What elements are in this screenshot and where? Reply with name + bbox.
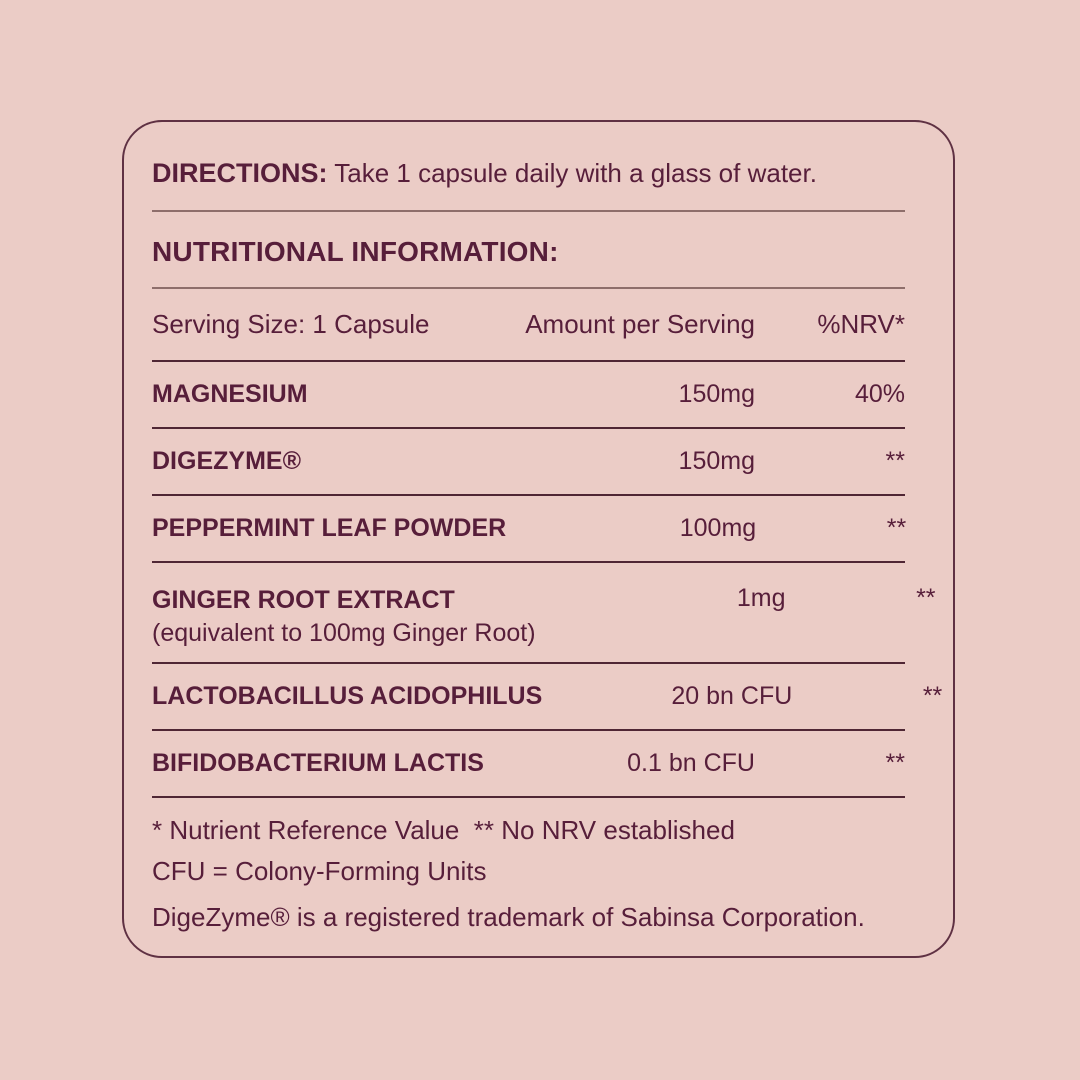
ingredient-equivalence-note: (equivalent to 100mg Ginger Root): [152, 619, 536, 647]
table-row-magnesium: [152, 362, 905, 429]
table-header-row: [152, 289, 905, 362]
ingredient-name: MAGNESIUM: [152, 380, 308, 408]
ingredient-name: GINGER ROOT EXTRACT: [152, 586, 455, 614]
ingredient-name: BIFIDOBACTERIUM LACTIS: [152, 749, 484, 777]
amount-per-serving-header: Amount per Serving: [525, 309, 755, 339]
ingredient-nrv: **: [885, 447, 905, 475]
ingredient-amount: 20 bn CFU: [671, 682, 793, 710]
footnote-trademark: DigeZyme® is a registered trademark of Sabinsa Corporation.: [152, 902, 865, 932]
ingredient-name: DIGEZYME®: [152, 447, 301, 475]
directions-line: [152, 156, 905, 190]
table-row-peppermint: [152, 496, 905, 563]
ingredient-nrv: **: [886, 514, 907, 542]
ingredient-amount: 150mg: [678, 380, 755, 408]
footnote-nrv: * Nutrient Reference Value ** No NRV established: [152, 815, 735, 845]
section-title: NUTRITIONAL INFORMATION:: [152, 236, 559, 267]
ingredient-name: PEPPERMINT LEAF POWDER: [152, 514, 507, 542]
table-row-bifidobacterium: [152, 731, 905, 798]
table-row-ginger-root: [152, 563, 936, 664]
ingredient-amount: 0.1 bn CFU: [627, 749, 755, 777]
footnote-cfu: CFU = Colony-Forming Units: [152, 856, 487, 886]
ingredient-nrv: **: [922, 682, 943, 710]
serving-size-header: Serving Size: 1 Capsule: [152, 309, 430, 339]
ingredient-nrv: **: [916, 584, 936, 612]
table-row-lactobacillus: [152, 664, 943, 731]
directions-title: DIRECTIONS:: [152, 158, 328, 188]
ingredient-nrv: 40%: [854, 380, 905, 408]
ingredient-nrv: **: [885, 749, 905, 777]
ingredient-amount: 1mg: [736, 584, 786, 612]
divider: [152, 210, 905, 212]
ingredient-amount: 100mg: [679, 514, 757, 542]
ingredient-name: LACTOBACILLUS ACIDOPHILUS: [152, 682, 543, 710]
nutrition-label-card: [122, 120, 955, 958]
directions-text: Take 1 capsule daily with a glass of water.: [327, 158, 817, 188]
table-row-digezyme: [152, 429, 905, 496]
ingredient-amount: 150mg: [678, 447, 755, 475]
nrv-header: %NRV*: [817, 309, 905, 339]
footnotes: [152, 812, 905, 935]
